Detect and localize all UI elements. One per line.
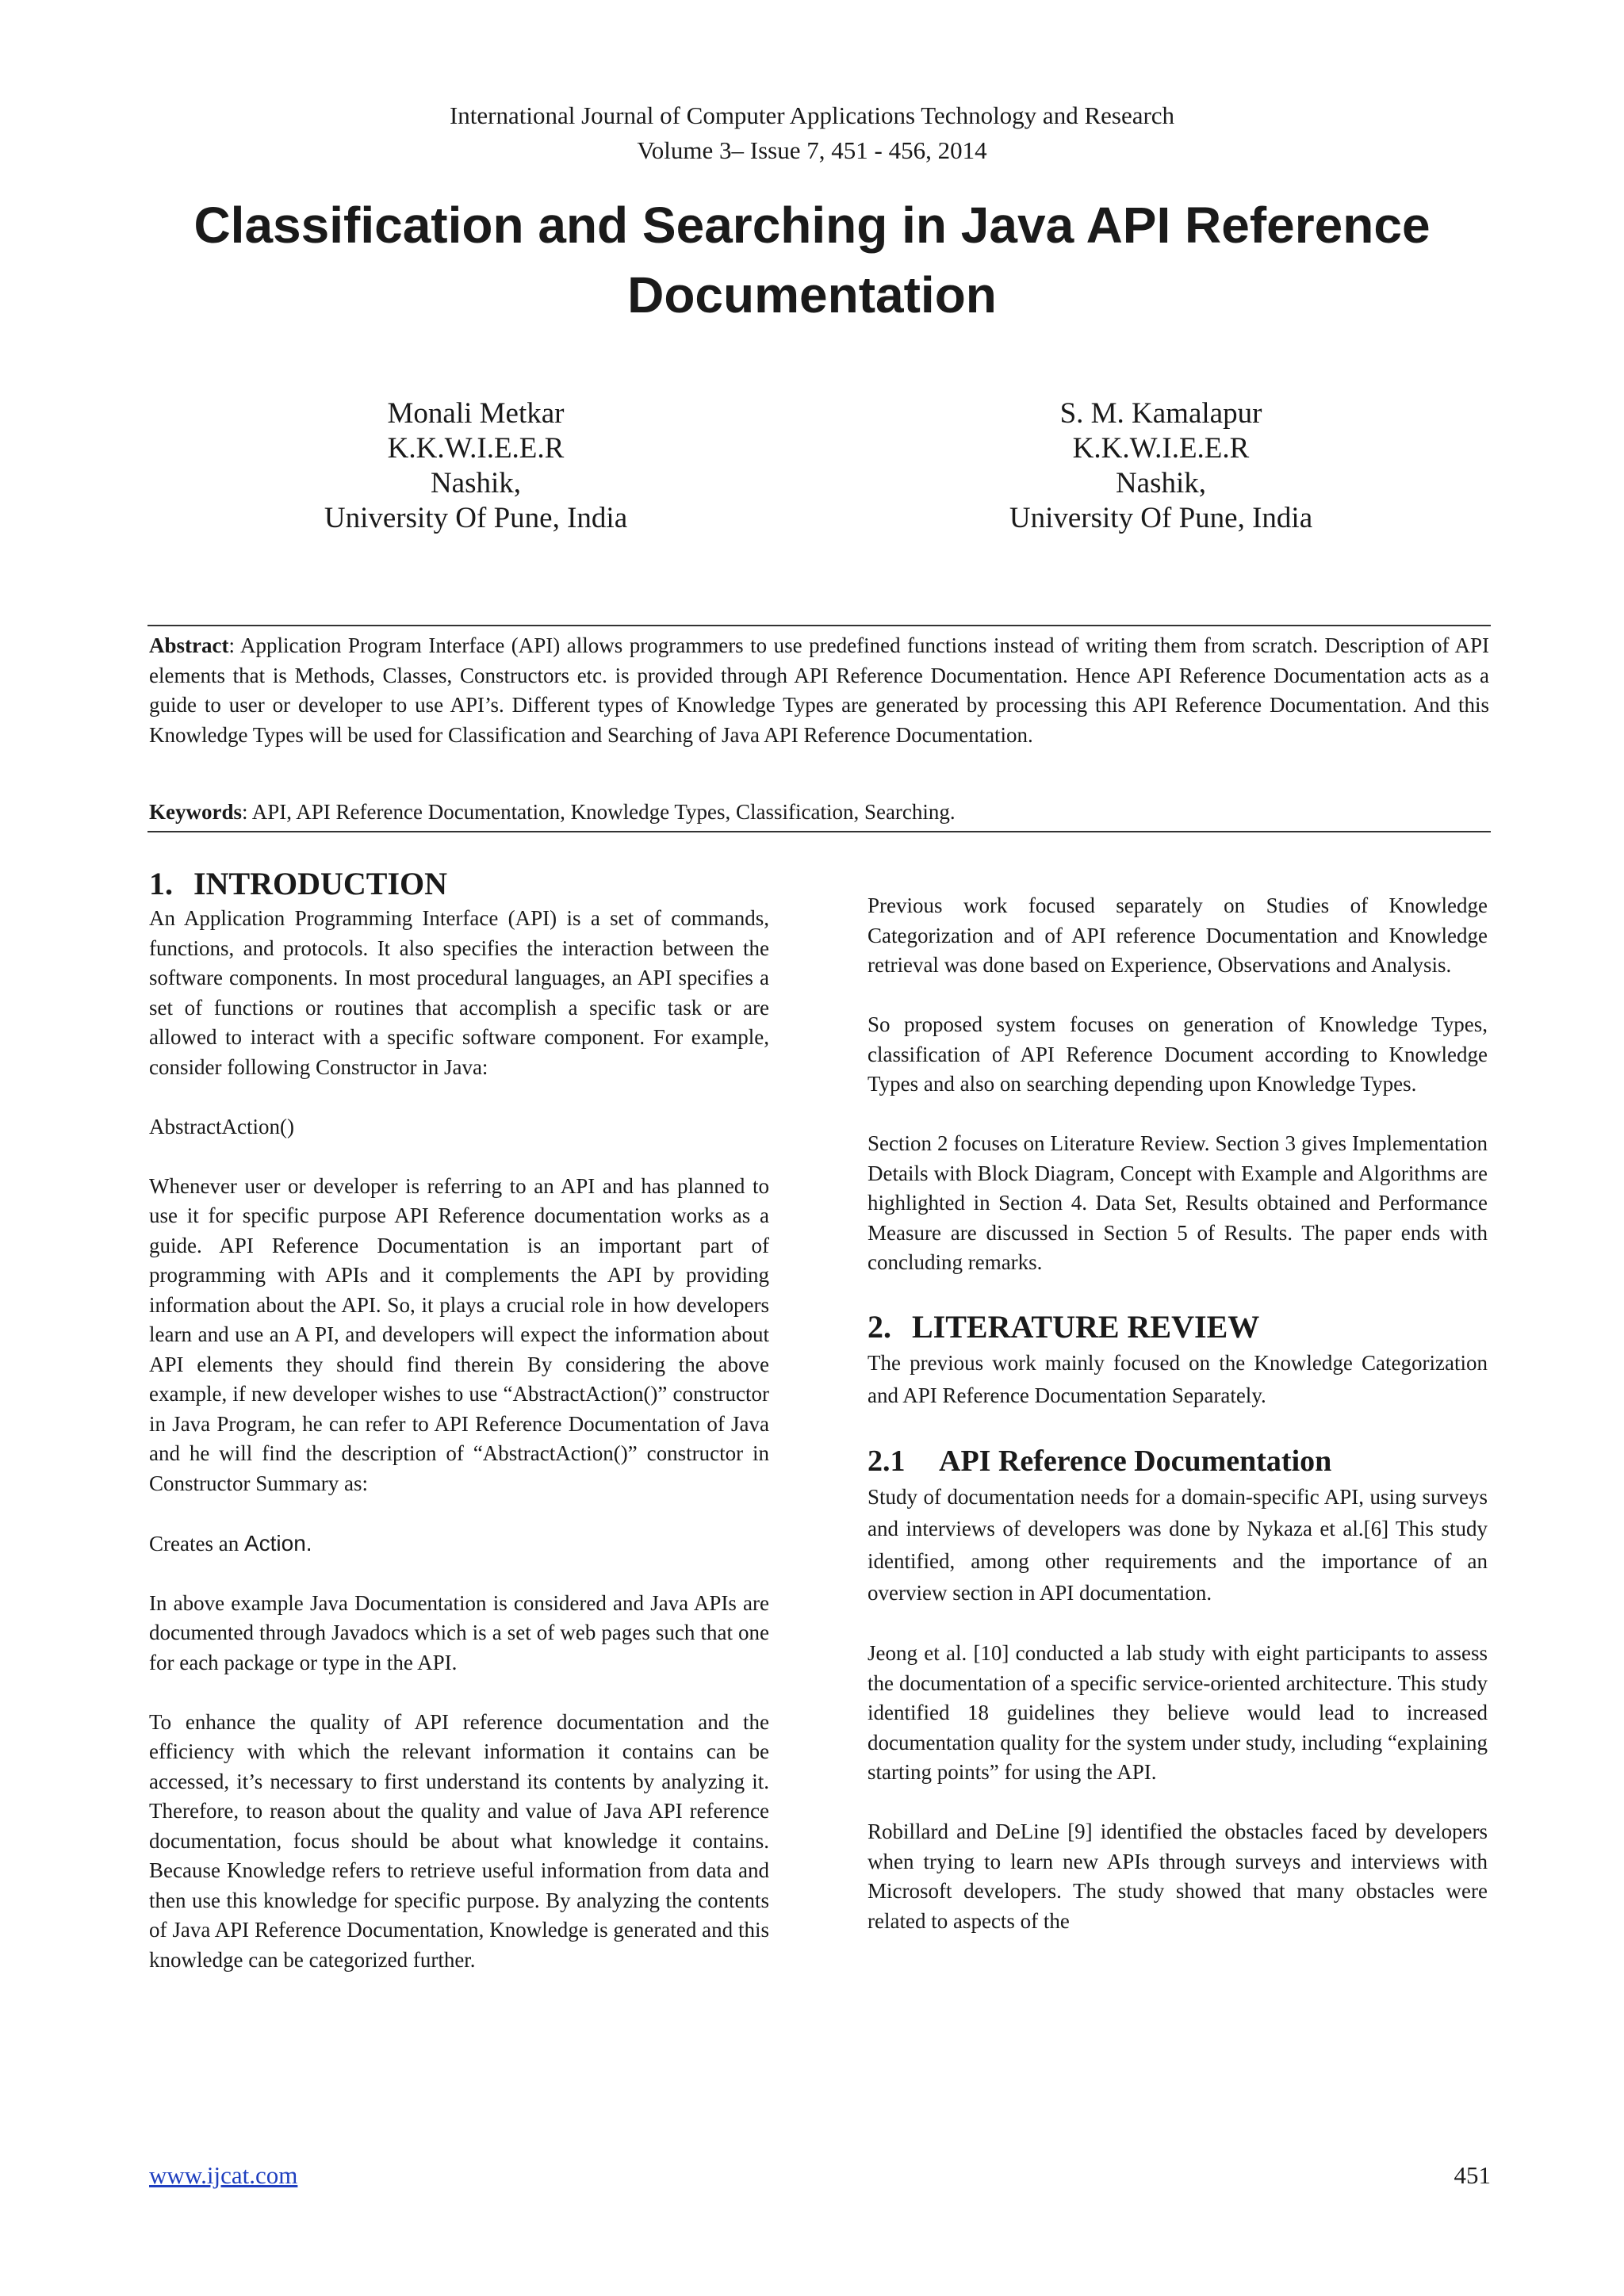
section-title: INTRODUCTION [193, 866, 448, 901]
author-city: Nashik, [430, 467, 522, 499]
subsection-title: API Reference Documentation [939, 1444, 1332, 1478]
journal-header [0, 98, 1624, 168]
abstract-bottom-rule [147, 831, 1491, 832]
section-number: 1. [149, 866, 173, 901]
subsection-heading [868, 1441, 1488, 1481]
paragraph: Previous work focused separately on Studies of Knowledge Categorization and of API reference Documentation and Knowledge retrieval was done based on Experience, Observations and Analysis. [868, 894, 1488, 977]
abstract [149, 631, 1489, 750]
keywords-label: Keywords [149, 800, 242, 824]
journal-volume: Volume 3– Issue 7, 451 - 456, 2014 [637, 136, 987, 164]
paragraph: The previous work mainly focused on the Knowledge Categorization and API Reference Documentation Separately. [868, 1351, 1488, 1407]
section-number: 2. [868, 1309, 891, 1345]
abstract-text: : Application Program Interface (API) allows programmers to use predefined functions instead of writing them from scratch. Description of API elements that is Methods, Classes, Constructors etc. is provided through API Reference Documentation. Hence API Reference Documentation acts as a guide to user or developer to use API’s. Different types of Knowledge Types are generated by processing this API Reference Documentation. And this Knowledge Types will be used for Classification and Searching of Java API Reference Documentation. [149, 633, 1489, 747]
abstract-label: Abstract [149, 633, 229, 657]
footer-website-link[interactable]: www.ijcat.com [149, 2161, 298, 2189]
keywords-text: : API, API Reference Documentation, Knowledge Types, Classification, Searching. [242, 800, 956, 824]
summary-term: Action. [243, 1530, 312, 1556]
author-affiliation: K.K.W.I.E.E.R [387, 432, 565, 465]
paragraph: An Application Programming Interface (API) is a set of commands, functions, and protocols. It also specifies the interaction between the software components. In most procedural languages, an API specifies a set of functions or routines that accomplish a specific task or are allowed to interact with a specific software component. For example, consider following Constructor in Java: [149, 906, 769, 1079]
section-heading-introduction [149, 864, 769, 904]
author-university: University Of Pune, India [324, 502, 628, 534]
paragraph: In above example Java Documentation is considered and Java APIs are documented through Javadocs which is a set of web pages such that one for each package or type in the API. [149, 1590, 769, 1674]
author-university: University Of Pune, India [1009, 502, 1313, 534]
author-block-2 [860, 396, 1462, 536]
author-name: S. M. Kamalapur [1059, 397, 1262, 430]
keywords [149, 798, 1489, 828]
paragraph: Robillard and DeLine [9] identified the obstacles faced by developers when trying to learn new APIs through surveys and interviews with Microsoft developers. The study showed that many obstacles were related to aspects of the [868, 1820, 1488, 1933]
left-column [149, 864, 769, 1975]
author-block-1 [174, 396, 777, 536]
author-affiliation: K.K.W.I.E.E.R [1072, 432, 1250, 465]
journal-name: International Journal of Computer Applications Technology and Research [449, 101, 1175, 129]
paragraph: Study of documentation needs for a domain-specific API, using surveys and interviews of developers was done by Nykaza et al.[6] This study identified, among other requirements and the importance of an overview section in API documentation. [868, 1484, 1488, 1605]
paragraph: Whenever user or developer is referring to an API and has planned to use it for specific purpose API Reference documentation works as a guide. API Reference Documentation is an important part of programming with APIs and it complements the API by providing information about the API. So, it plays a crucial role in how developers learn and use an A PI, and developers will expect the information about API elements they should find therein By considering the above example, if new developer wishes to use “AbstractAction()” constructor in Java Program, he can refer to API Reference Documentation of Java and he will find the description of “AbstractAction()” constructor in Constructor Summary as: [149, 1173, 769, 1495]
right-column [868, 864, 1488, 1936]
paragraph: Section 2 focuses on Literature Review. Section 3 gives Implementation Details with Block Diagram, Concept with Example and Algorithms are highlighted in Section 4. Data Set, Results obtained and Performance Measure are discussed in Section 5 of Results. The paper ends with concluding remarks. [868, 1131, 1488, 1274]
paper-title: Classification and Searching in Java API Reference Documentation [193, 197, 1431, 323]
author-city: Nashik, [1115, 467, 1207, 499]
paragraph: So proposed system focuses on generation of Knowledge Types, classification of API Reference Document according to Knowledge Types and also on searching depending upon Knowledge Types. [868, 1012, 1488, 1096]
abstract-top-rule [147, 625, 1491, 626]
section-heading-literature-review [868, 1307, 1488, 1347]
paragraph: To enhance the quality of API reference documentation and the efficiency with which the relevant information it contains can be accessed, it’s necessary to first understand its contents by analyzing it. Therefore, to reason about the quality and value of Java API reference documentation, focus should be about what knowledge it contains. Because Knowledge refers to retrieve useful information from data and then use this knowledge for specific purpose. By analyzing the contents of Java API Reference Documentation, Knowledge is generated and this knowledge can be categorized further. [149, 1709, 769, 1972]
page-number: 451 [1454, 2161, 1491, 2189]
author-name: Monali Metkar [387, 397, 565, 430]
section-title: LITERATURE REVIEW [912, 1309, 1260, 1345]
paragraph: Jeong et al. [10] conducted a lab study with eight participants to assess the documentation of a specific service-oriented architecture. This study identified 18 guidelines they believe would lead to increased documentation quality for the system under study, including “explaining starting points” for using the API. [868, 1641, 1488, 1784]
constructor-summary [149, 1529, 769, 1559]
summary-prefix: Creates an [149, 1531, 244, 1556]
code-example: AbstractAction() [149, 1114, 294, 1138]
subsection-number: 2.1 [868, 1444, 906, 1478]
